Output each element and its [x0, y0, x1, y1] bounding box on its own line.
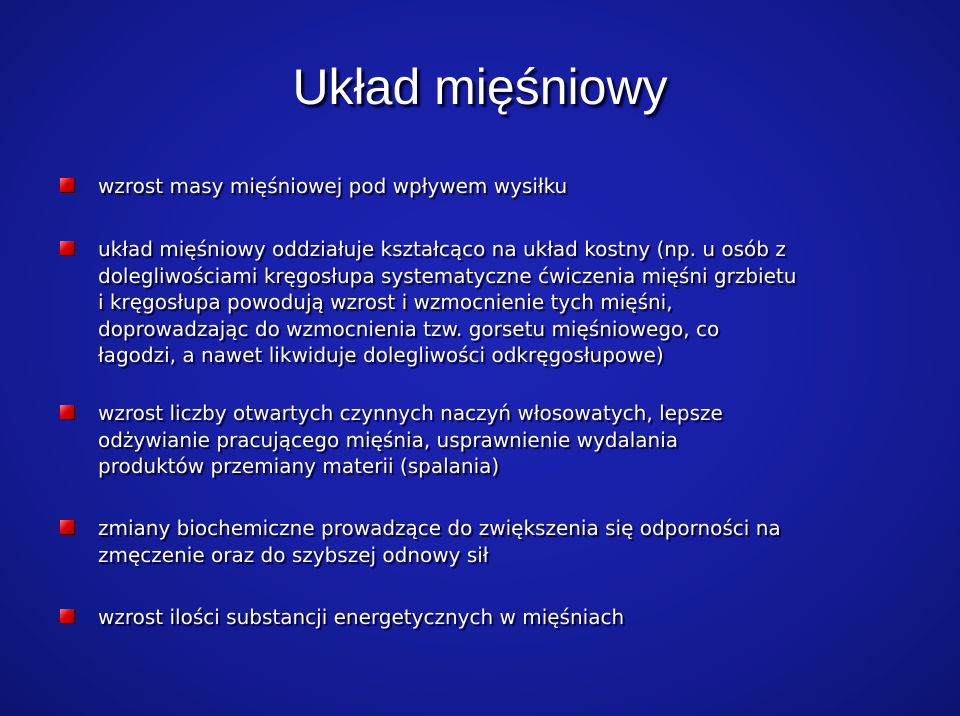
square-bullet-icon: [60, 520, 74, 534]
bullet-text: układ mięśniowy oddziałuje kształcąco na układ kostny (np. u osób z dolegliwościami kręgosłupa systematyczne ćwiczenia mięśni grzbietu i kręgosłupa powodują wzrost i wzmocnienie tych mięśni, doprowadzając do wzmocnienia tzw. gorsetu mięśniowego, co łagodzi, a nawet likwiduje dolegliwości odkręgosłupowe): [98, 237, 797, 367]
square-bullet-icon: [60, 405, 74, 419]
bullet-text: wzrost ilości substancji energetycznych w mięśniach: [98, 605, 625, 629]
square-bullet-icon: [60, 178, 74, 192]
square-bullet-icon: [60, 241, 74, 255]
slide-title: [0, 58, 960, 116]
square-bullet-icon: [60, 609, 74, 623]
bullet-text: wzrost masy mięśniowej pod wpływem wysiłku: [98, 174, 568, 198]
bullet-text: wzrost liczby otwartych czynnych naczyń włosowatych, lepsze odżywianie pracującego mięśnia, usprawnienie wydalania produktów przemiany materii (spalania): [98, 401, 723, 478]
bullet-text: zmiany biochemiczne prowadzące do zwiększenia się odporności na zmęczenie oraz do szybszej odnowy sił: [98, 516, 781, 567]
slide-title-text: Układ mięśniowy: [292, 59, 668, 115]
